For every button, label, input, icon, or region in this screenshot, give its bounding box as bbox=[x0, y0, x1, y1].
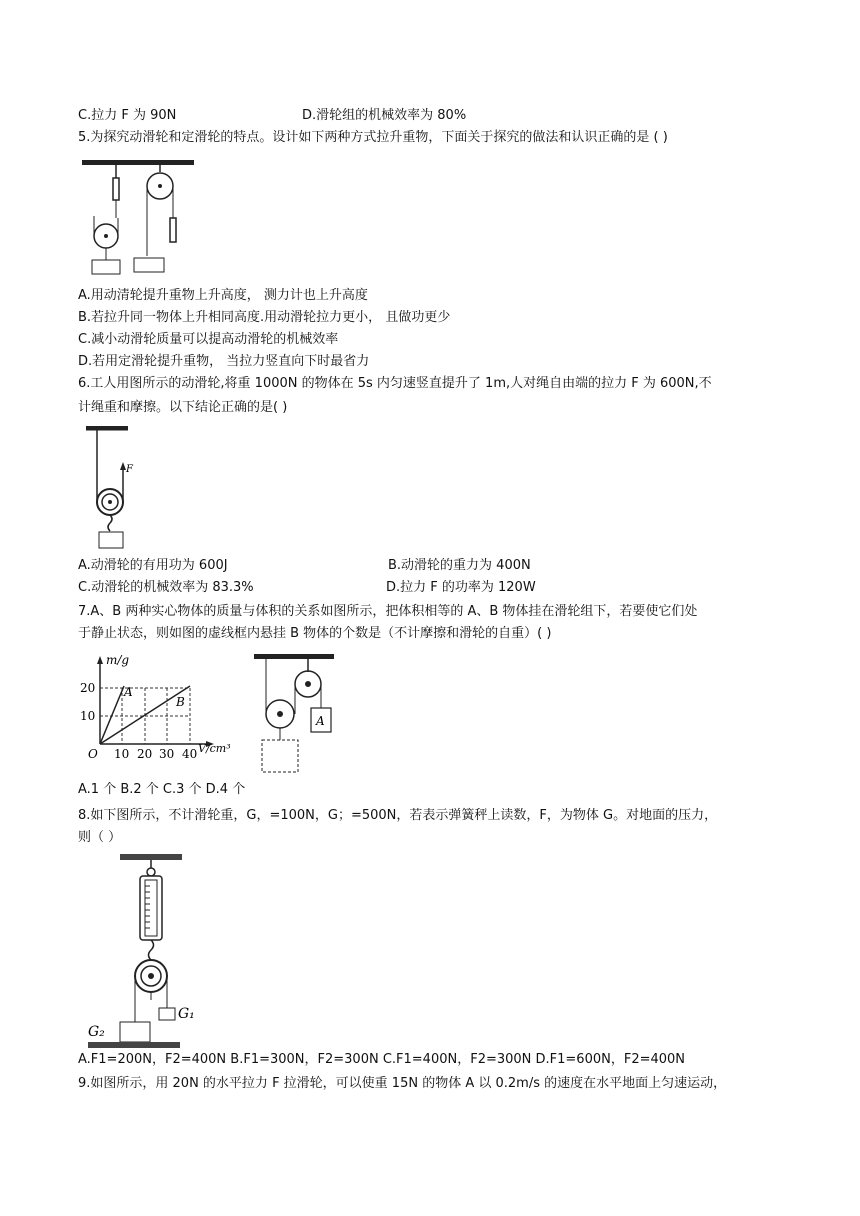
q6-stem-line1: 6.工人用图所示的动滑轮,将重 1000N 的物体在 5s 内匀速竖直提升了 1m,人对绳自由端的拉力 F 为 600N,不 bbox=[78, 376, 712, 391]
q7-graph-label-b: B bbox=[176, 695, 185, 709]
q8-stem-line1: 8.如下图所示，不计滑轮重，G，=100N，G；=500N，若表示弹簧秤上读数，F，为物体 G。对地面的压力， bbox=[78, 808, 718, 823]
q7-graph-origin: O bbox=[88, 747, 98, 761]
q7-stem-line2: 于静止状态，则如图的虚线框内悬挂 B 物体的个数是（不计摩擦和滑轮的自重）( ) bbox=[78, 626, 552, 641]
q7-pulley-label-a: A bbox=[316, 714, 325, 728]
q6-stem-line2: 计绳重和摩擦。以下结论正确的是( ) bbox=[78, 400, 288, 415]
q5-option-b: B.若拉升同一物体上升相同高度.用动滑轮拉力更小， 且做功更少 bbox=[78, 310, 451, 325]
q8-options: A.F1=200N，F2=400N B.F1=300N，F2=300N C.F1=400N，F2=300N D.F1=600N，F2=400N bbox=[78, 1052, 686, 1067]
q7-stem-line1: 7.A、B 两种实心物体的质量与体积的关系如图所示，把体积相等的 A、B 物体挂在滑轮组下，若要使它们处 bbox=[78, 604, 698, 619]
q5-pulley-figure bbox=[80, 158, 196, 280]
q7-graph-x-tick-30: 30 bbox=[159, 747, 175, 761]
q7-graph-label-a: A bbox=[124, 685, 133, 699]
q9-stem-line1: 9.如图所示，用 20N 的水平拉力 F 拉滑轮，可以使重 15N 的物体 A 以 0.2m/s 的速度在水平地面上匀速运动， bbox=[78, 1076, 727, 1091]
q6-option-a: A.动滑轮的有用功为 600J bbox=[78, 558, 228, 573]
q8-stem-line2: 则（ ） bbox=[78, 830, 122, 845]
q7-graph-y-tick-10: 10 bbox=[80, 709, 96, 723]
q5-option-c: C.减小动滑轮质量可以提高动滑轮的机械效率 bbox=[78, 332, 339, 347]
q6-label-f: F bbox=[126, 464, 133, 475]
q7-graph-x-label: V/cm³ bbox=[198, 742, 231, 755]
q8-spring-scale-pulley-figure bbox=[84, 852, 214, 1052]
q7-graph-y-label: m/g bbox=[106, 653, 130, 667]
q7-graph-x-tick-20: 20 bbox=[137, 747, 153, 761]
q5-option-a: A.用动清轮提升重物上升高度， 测力计也上升高度 bbox=[78, 288, 368, 303]
q7-options: A.1 个 B.2 个 C.3 个 D.4 个 bbox=[78, 782, 246, 797]
q7-mass-volume-graph bbox=[76, 652, 246, 762]
q6-option-d: D.拉力 F 的功率为 120W bbox=[386, 580, 536, 595]
q7-graph-x-tick-10: 10 bbox=[114, 747, 130, 761]
q6-option-b: B.动滑轮的重力为 400N bbox=[388, 558, 531, 573]
q4-option-d: D.滑轮组的机械效率为 80% bbox=[302, 108, 467, 123]
q8-label-g2: G₂ bbox=[88, 1024, 105, 1040]
q7-graph-x-tick-40: 40 bbox=[182, 747, 198, 761]
q5-stem: 5.为探究动滑轮和定滑轮的特点。设计如下两种方式拉升重物，下面关于探究的做法和认识正确的是 ( ) bbox=[78, 130, 668, 145]
q7-graph-y-tick-20: 20 bbox=[80, 681, 96, 695]
q8-label-g1: G₁ bbox=[178, 1006, 195, 1022]
q6-option-c: C.动滑轮的机械效率为 83.3% bbox=[78, 580, 254, 595]
q7-pulley-system-figure bbox=[252, 652, 342, 778]
q5-option-d: D.若用定滑轮提升重物， 当拉力竖直向下时最省力 bbox=[78, 354, 370, 369]
q4-option-c: C.拉力 F 为 90N bbox=[78, 108, 177, 123]
q6-pulley-figure bbox=[78, 424, 158, 556]
